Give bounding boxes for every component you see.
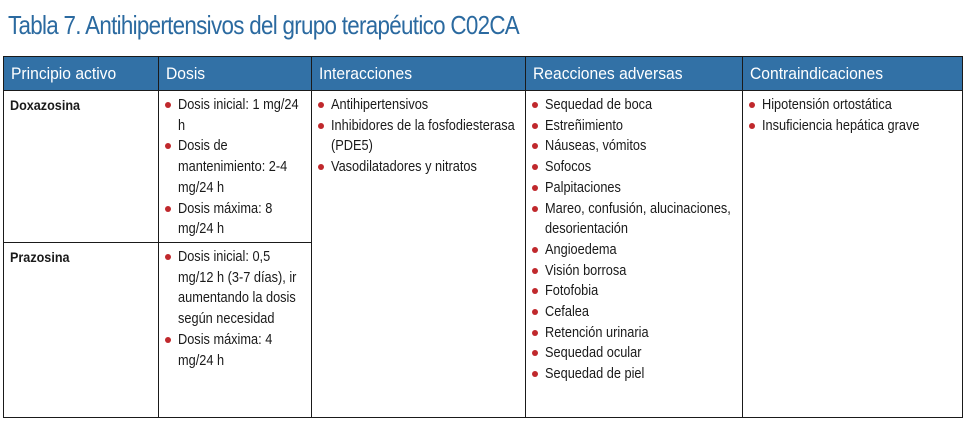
bullet-icon <box>749 123 755 129</box>
list-item: Fotofobia <box>532 281 736 302</box>
bullet-icon <box>165 337 171 343</box>
bullet-icon <box>318 164 324 170</box>
list-item: Dosis inicial: 1 mg/24 h <box>165 95 305 136</box>
list-item: Sofocos <box>532 157 736 178</box>
list-item: Retención urinaria <box>532 323 736 344</box>
drug-name-cell: Prazosina <box>4 243 159 418</box>
bullet-icon <box>532 206 538 212</box>
bullet-icon <box>532 288 538 294</box>
interacciones-cell <box>312 91 526 418</box>
bullet-icon <box>532 102 538 108</box>
list-item: Inhibidores de la fosfodiesterasa (PDE5) <box>318 116 519 157</box>
bullet-icon <box>165 254 171 260</box>
list-item: Angioedema <box>532 240 736 261</box>
bullet-icon <box>165 143 171 149</box>
bullet-icon <box>532 164 538 170</box>
bullet-icon <box>318 123 324 129</box>
bullet-icon <box>318 102 324 108</box>
list-item: Dosis máxima: 4 mg/24 h <box>165 330 305 371</box>
bullet-icon <box>532 330 538 336</box>
table-title: Tabla 7. Antihipertensivos del grupo terapéutico C02CA <box>8 10 520 40</box>
list-item: Dosis máxima: 8 mg/24 h <box>165 199 305 240</box>
list-item: Estreñimiento <box>532 116 736 137</box>
bullet-icon <box>532 123 538 129</box>
header-dosis: Dosis <box>159 57 312 91</box>
reacciones-cell <box>526 91 743 418</box>
bullet-icon <box>532 247 538 253</box>
bullet-icon <box>532 143 538 149</box>
list-item: Palpitaciones <box>532 178 736 199</box>
list-item: Visión borrosa <box>532 261 736 282</box>
drug-table <box>3 56 963 418</box>
dosis-list <box>165 247 305 371</box>
list-item: Sequedad de boca <box>532 95 736 116</box>
table-row <box>4 91 963 243</box>
dosis-cell <box>159 243 312 418</box>
list-item: Sequedad ocular <box>532 343 736 364</box>
dosis-cell <box>159 91 312 243</box>
bullet-icon <box>532 185 538 191</box>
contraindicaciones-cell <box>743 91 963 418</box>
dosis-list <box>165 95 305 240</box>
list-item: Náuseas, vómitos <box>532 136 736 157</box>
list-item: Vasodilatadores y nitratos <box>318 157 519 178</box>
header-principio-activo: Principio activo <box>4 57 159 91</box>
bullet-icon <box>532 268 538 274</box>
bullet-icon <box>165 206 171 212</box>
header-contraindicaciones: Contraindicaciones <box>743 57 963 91</box>
drug-name-cell: Doxazosina <box>4 91 159 243</box>
bullet-icon <box>532 371 538 377</box>
list-item: Dosis de mantenimiento: 2-4 mg/24 h <box>165 136 305 198</box>
list-item: Dosis inicial: 0,5 mg/12 h (3-7 días), ir aumentando la dosis según necesidad <box>165 247 305 330</box>
bullet-icon <box>749 102 755 108</box>
bullet-icon <box>165 102 171 108</box>
interacciones-list <box>318 95 519 178</box>
bullet-icon <box>532 350 538 356</box>
list-item: Cefalea <box>532 302 736 323</box>
list-item: Mareo, confusión, alucinaciones, desorientación <box>532 199 736 240</box>
list-item: Hipotensión ortostática <box>749 95 956 116</box>
reacciones-list <box>532 95 736 385</box>
bullet-icon <box>532 309 538 315</box>
list-item: Insuficiencia hepática grave <box>749 116 956 137</box>
list-item: Sequedad de piel <box>532 364 736 385</box>
contraindicaciones-list <box>749 95 956 136</box>
list-item: Antihipertensivos <box>318 95 519 116</box>
header-row <box>4 57 963 91</box>
header-reacciones-adversas: Reacciones adversas <box>526 57 743 91</box>
header-interacciones: Interacciones <box>312 57 526 91</box>
